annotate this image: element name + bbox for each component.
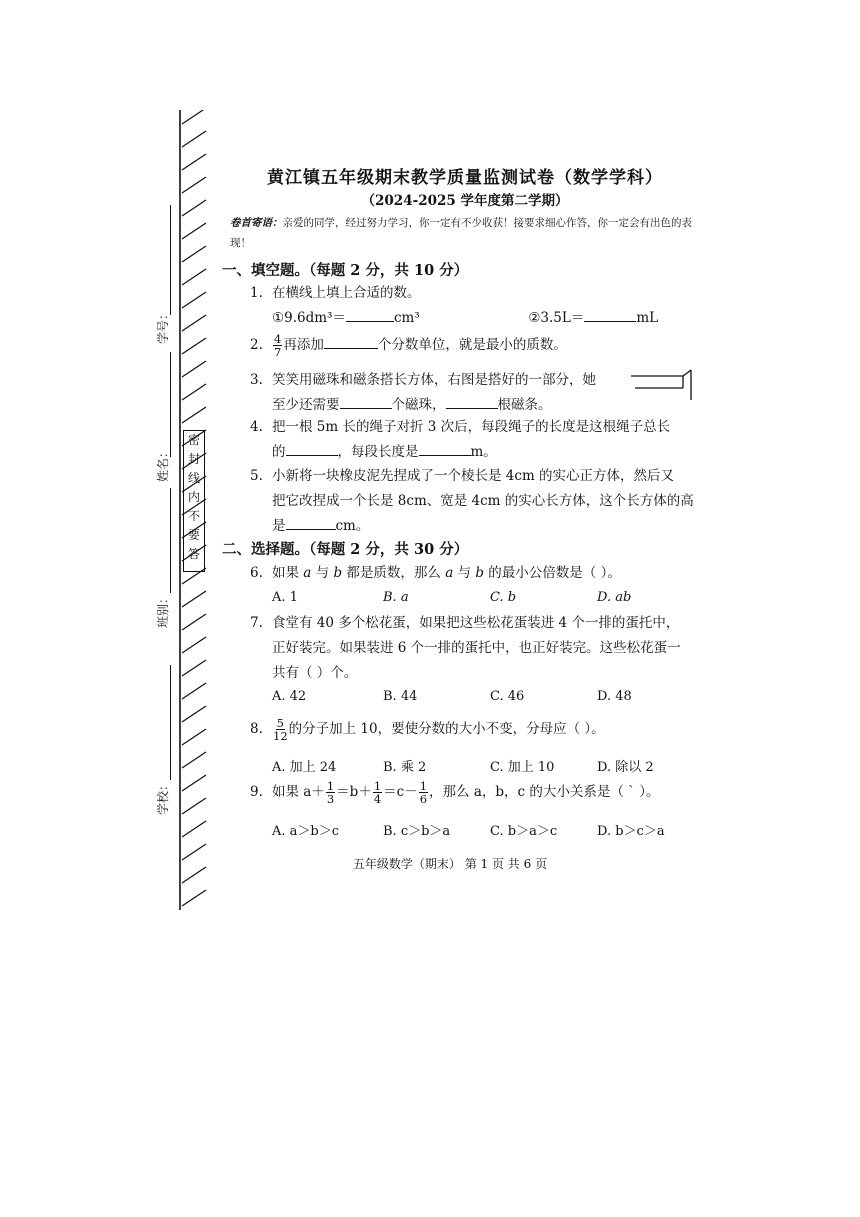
question-6: 6. 如果 a 与 b 都是质数，那么 a 与 b 的最小公倍数是（ ）。: [250, 561, 710, 586]
q8-number: 8.: [250, 721, 263, 737]
q3-blank-beads[interactable]: [340, 394, 392, 409]
label-school: 学校：: [156, 778, 170, 815]
q3-text-a: 至少还需要: [272, 397, 340, 413]
q5-text-b: cm。: [335, 518, 370, 534]
school-line: [170, 665, 171, 780]
q6-option-c[interactable]: C. b: [490, 590, 517, 605]
q2-text-a: 再添加: [283, 337, 324, 353]
name-line: [170, 352, 171, 457]
q2-fraction: $\frac{4}{7}$: [274, 332, 282, 359]
question-4: [250, 415, 710, 465]
q2-text-b: 个分数单位，就是最小的质数。: [377, 337, 567, 353]
q7-option-b[interactable]: B. 44: [383, 689, 418, 704]
q6-option-b[interactable]: B. a: [383, 590, 409, 605]
q4-line1: 把一根 5m 长的绳子对折 3 次后，每段绳子的长度是这根绳子总长: [272, 419, 671, 435]
section2-heading: 二、选择题。（每题 2 分，共 30 分）: [222, 541, 469, 558]
question-1: [250, 281, 710, 331]
q1b-prefix: ②3.5L＝: [528, 310, 585, 326]
page-footer: 五年级数学（期末） 第 1 页 共 6 页: [352, 857, 548, 871]
q8-option-d[interactable]: D. 除以 2: [597, 760, 654, 775]
q4-number: 4.: [250, 419, 263, 435]
q5-blank[interactable]: [286, 515, 336, 530]
q4-text-c: m。: [470, 444, 497, 460]
cuboid-partial-figure: [627, 366, 697, 406]
q9-option-d[interactable]: D. b＞c＞a: [597, 824, 665, 839]
q1b-unit: mL: [636, 310, 659, 326]
q4-text-b: ，每段长度是: [337, 444, 419, 460]
q5-line2: 把它改捏成一个长是 8cm、宽是 4cm 的实心长方体，这个长方体的高: [272, 493, 694, 509]
student-number-line: [170, 205, 171, 315]
exam-title: 黄江镇五年级期末教学质量监测试卷（数学学科）: [267, 168, 663, 188]
question-7: 7. 食堂有 40 多个松花蛋，如果把这些松花蛋装进 4 个一排的蛋托中， 正好装完。如果装进 6 个一排的蛋托中，也正好装完。这些松花蛋一 共有（ ）个。: [250, 611, 720, 686]
seal-notice-box: [183, 430, 205, 572]
exam-subtitle: （2024-2025 学年度第二学期）: [361, 193, 569, 209]
question-5: [250, 464, 720, 539]
q9-fraction-1: $\frac{1}{3}$: [326, 779, 335, 806]
q9-option-b[interactable]: B. c＞b＞a: [383, 824, 451, 839]
q7-option-a[interactable]: A. 42: [272, 689, 307, 704]
q7-option-c[interactable]: C. 46: [490, 689, 525, 704]
seal-char: 答: [187, 547, 200, 561]
q5-number: 5.: [250, 468, 263, 484]
q2-blank[interactable]: [324, 334, 378, 349]
q4-blank-fraction[interactable]: [286, 441, 338, 456]
q1a-unit: cm³: [393, 310, 420, 326]
q9-fraction-3: $\frac{1}{6}$: [419, 779, 428, 806]
section1-heading: 一、填空题。（每题 2 分，共 10 分）: [222, 262, 469, 279]
q8-option-b[interactable]: B. 乘 2: [383, 760, 427, 775]
q1a-prefix: ①9.6dm³＝: [272, 310, 346, 326]
q4-blank-length[interactable]: [419, 441, 471, 456]
question-9: 9. 如果 a＋ $\frac{1}{3}$ ＝b＋ $\frac{1}{4}$ ＝c－ $\frac{1}{6}$ ，那么 a，b，c 的大小关系是（ ` ）。: [250, 779, 660, 806]
q9-option-c[interactable]: C. b＞a＞c: [490, 824, 558, 839]
class-line: [170, 488, 171, 593]
seal-char: 不: [187, 509, 200, 523]
q8-fraction: $\frac{5}{12}$: [273, 716, 288, 743]
q3-number: 3.: [250, 372, 263, 388]
preface-text: 亲爱的同学，经过努力学习，你一定有不少收获！接要求细心作答，你一定会有出色的表现！: [230, 217, 692, 249]
q7-option-d[interactable]: D. 48: [597, 689, 632, 704]
q7-number: 7.: [250, 615, 263, 631]
q3-line1: 笑笑用磁珠和磁条搭长方体，右图是搭好的一部分，她: [272, 372, 596, 388]
seal-char: 线: [187, 471, 200, 485]
q3-text-b: 个磁珠，: [391, 397, 446, 413]
seal-char: 内: [187, 490, 200, 504]
q9-fraction-2: $\frac{1}{4}$: [373, 779, 382, 806]
seal-char: 要: [187, 528, 200, 542]
q5-text-a: 是: [272, 518, 286, 534]
question-3: [250, 368, 630, 418]
label-name: 姓名：: [156, 445, 170, 482]
q8-option-c[interactable]: C. 加上 10: [490, 760, 555, 775]
label-student-number: 学号：: [156, 307, 170, 344]
q8-option-a[interactable]: A. 加上 24: [272, 760, 337, 775]
question-2: [250, 333, 710, 358]
q9-option-a[interactable]: A. a＞b＞c: [272, 824, 340, 839]
q1b-blank[interactable]: [584, 307, 636, 322]
preface-label: 卷首寄语：: [230, 217, 283, 229]
q6-number: 6.: [250, 565, 263, 581]
q3-text-c: 根磁条。: [497, 397, 552, 413]
q6-option-d[interactable]: D. ab: [597, 590, 632, 605]
seal-char: 密: [187, 433, 200, 447]
label-class: 班别：: [156, 591, 170, 628]
q4-text-a: 的: [272, 444, 286, 460]
q1a-blank[interactable]: [346, 307, 394, 322]
q9-number: 9.: [250, 784, 263, 800]
q3-blank-rods[interactable]: [446, 394, 498, 409]
q2-number: 2.: [250, 337, 263, 353]
preface: [230, 213, 700, 253]
q1-number: 1.: [250, 285, 263, 301]
q1-text: 在横线上填上合适的数。: [272, 285, 421, 301]
question-8: 8. $\frac{5}{12}$ 的分子加上 10，要使分数的大小不变，分母应（ ）。: [250, 716, 605, 743]
q5-line1: 小新将一块橡皮泥先捏成了一个棱长是 4cm 的实心正方体，然后又: [272, 468, 675, 484]
q6-option-a[interactable]: A. 1: [272, 590, 298, 605]
seal-char: 封: [187, 452, 200, 466]
